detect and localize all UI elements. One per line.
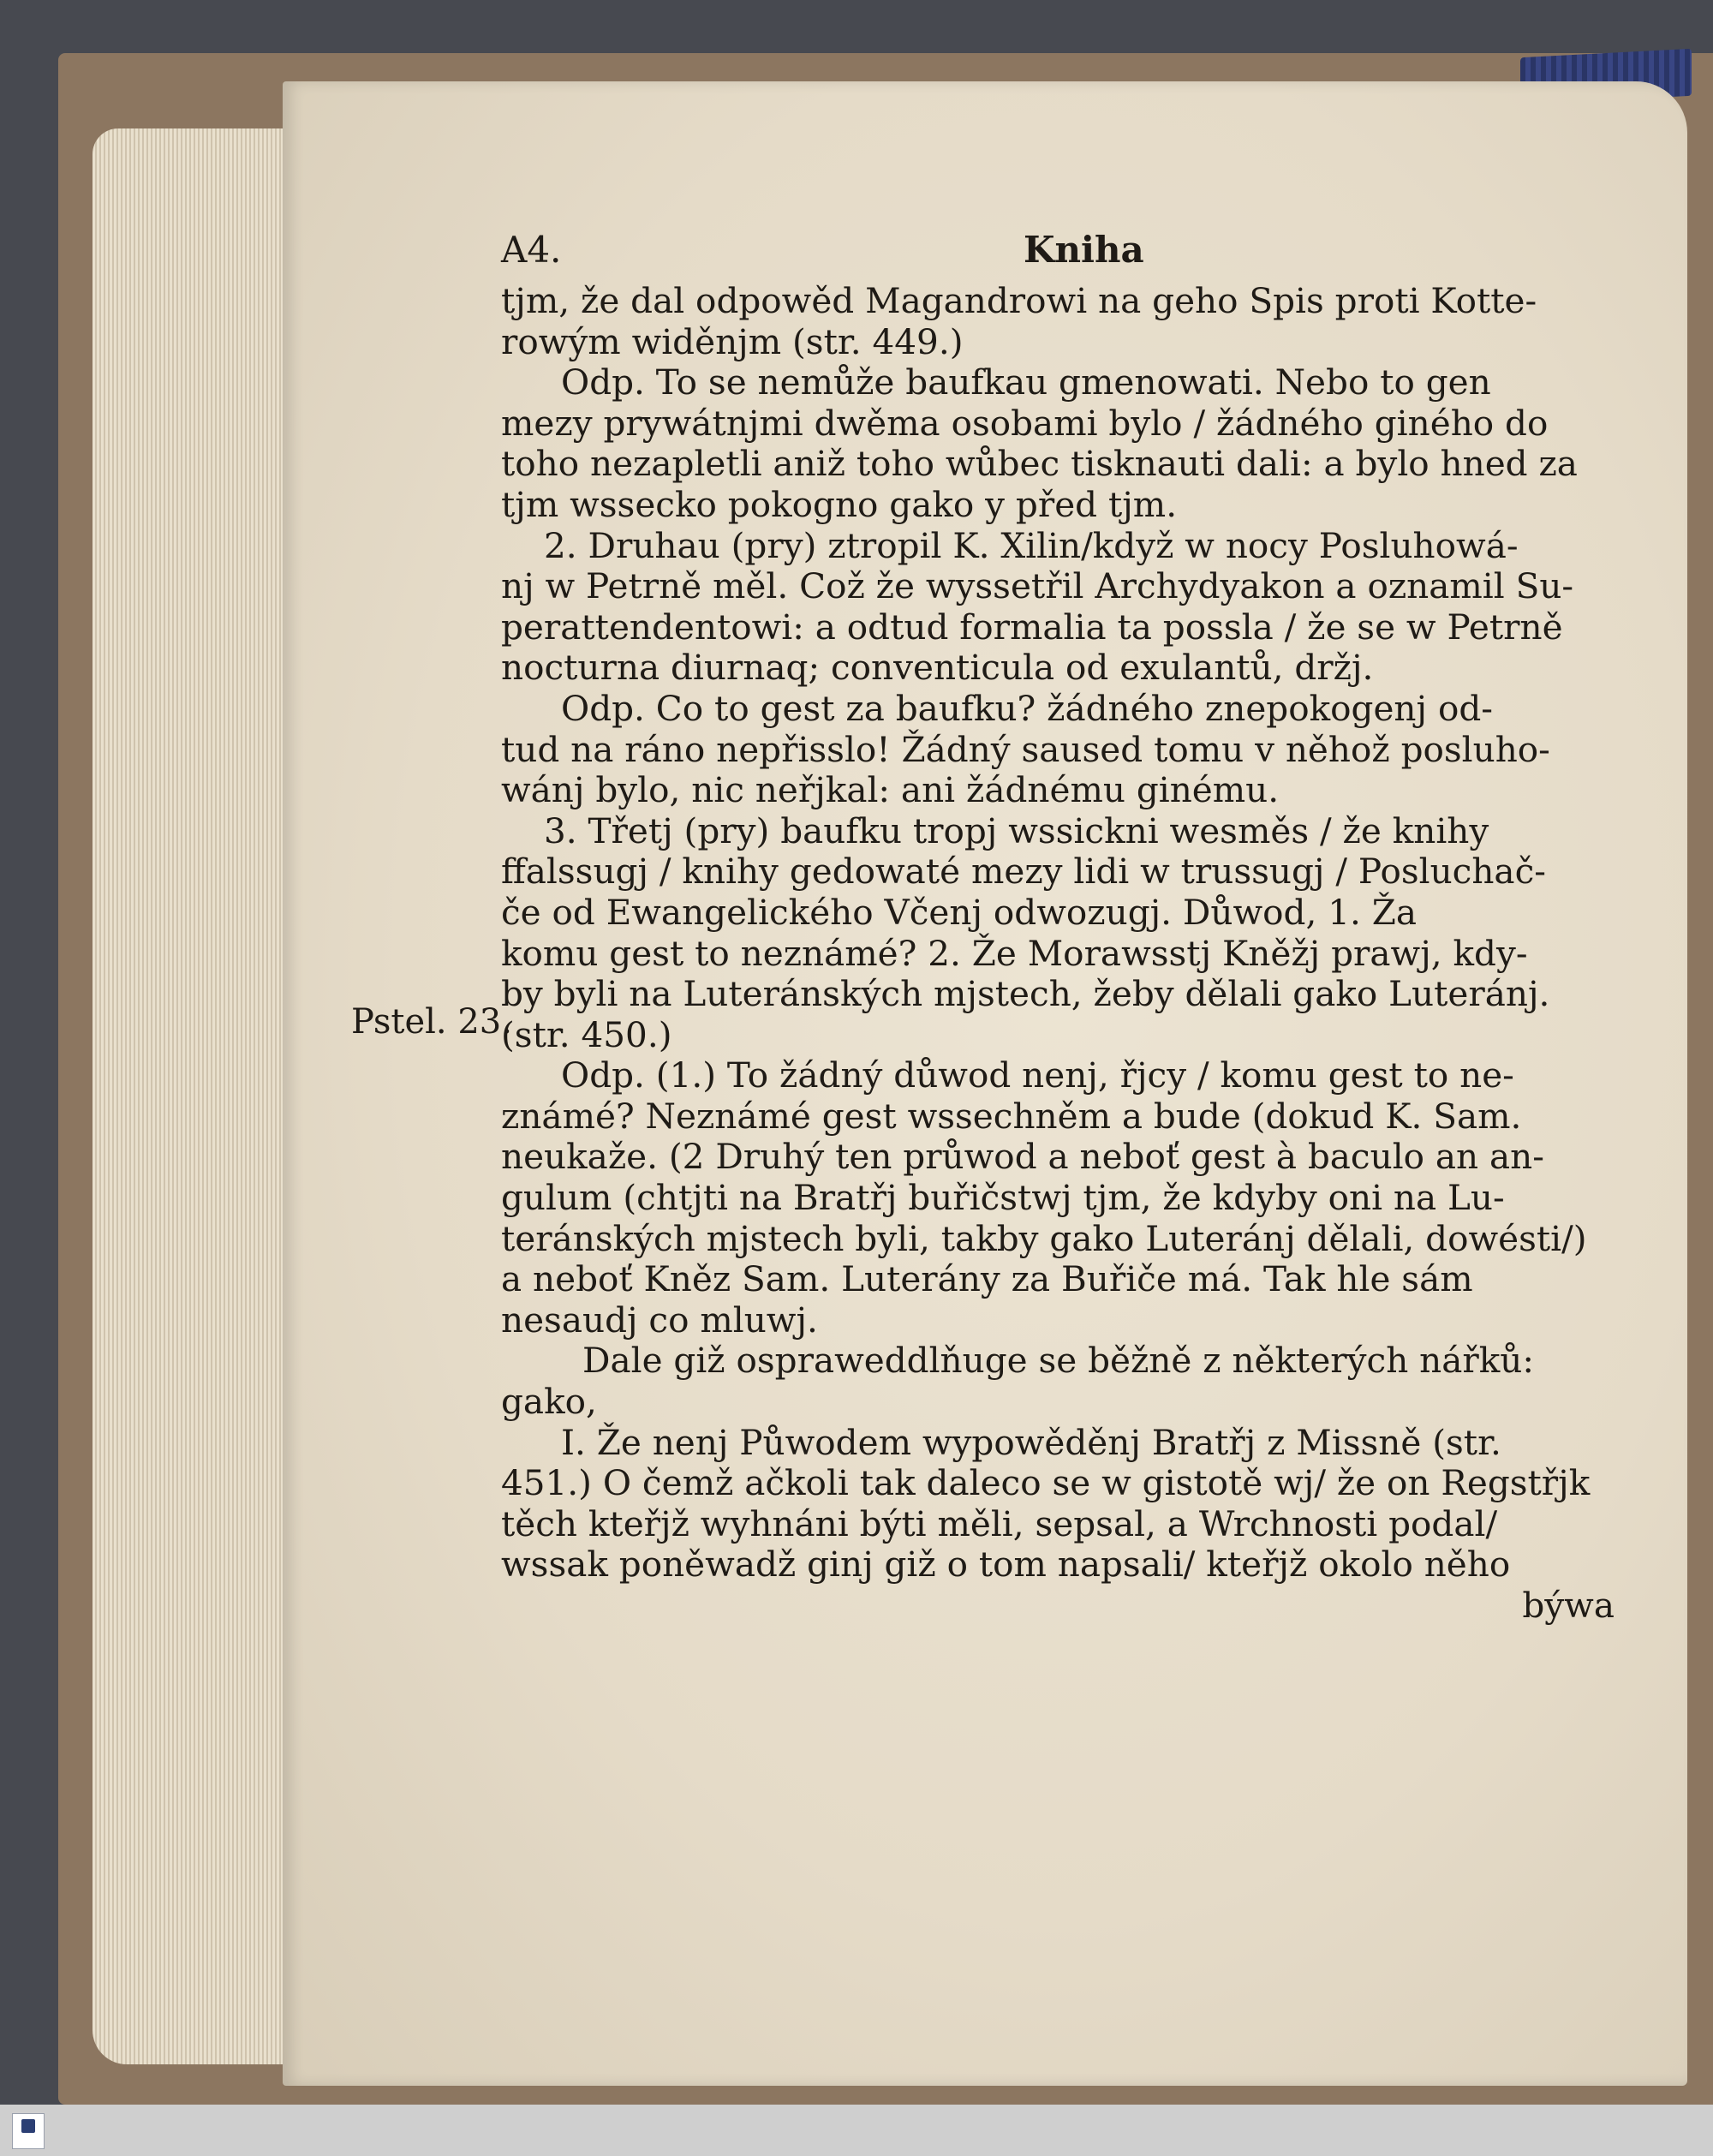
page-edges <box>93 128 289 2064</box>
text-line: by byli na Luteránských mjstech, žeby dělali gako Luteránj. <box>501 973 1550 1015</box>
text-line: 451.) O čemž ačkoli tak daleco se w gistotě wj/ že on Regstřjk <box>501 1462 1591 1504</box>
text-line: mezy prywátnjmi dwěma osobami bylo / žádného giného do <box>501 402 1549 444</box>
text-line: neukaže. (2 Druhý ten průwod a neboť gest à baculo an an- <box>501 1136 1544 1178</box>
text-line: rowým widěnjm (str. 449.) <box>501 320 964 362</box>
text-line: wssak poněwadž ginj giž o tom napsali/ kteřjž okolo něho <box>501 1544 1511 1586</box>
text-line: gako, <box>501 1381 597 1423</box>
running-head: Kniha <box>1024 229 1144 271</box>
text-line: známé? Neznámé gest wssechněm a bude (dokud K. Sam. <box>501 1095 1522 1137</box>
text-line: 3. Třetj (pry) baufku tropj wssickni wesměs / že knihy <box>544 809 1489 851</box>
catchword: býwa <box>1522 1585 1615 1626</box>
text-line: tud na ráno nepřisslo! Žádný saused tomu v něhož posluho- <box>501 728 1550 770</box>
marginal-note: Pstel. 23. <box>351 1002 512 1042</box>
text-line: ffalssugj / knihy gedowaté mezy lidi w trussugj / Posluchač- <box>501 851 1546 893</box>
text-lines <box>501 281 1615 1586</box>
page-text <box>501 230 1615 1627</box>
text-line: a neboť Kněz Sam. Luterány za Buřiče má. Tak hle sám <box>501 1258 1473 1300</box>
text-line: Dale giž ospraweddlňuge se běžně z některých nářků: <box>582 1340 1535 1382</box>
text-line: komu gest to neznámé? 2. Že Morawsstj Kněžj prawj, kdy- <box>501 932 1528 974</box>
text-line: 2. Druhau (pry) ztropil K. Xilin/když w nocy Posluhowá- <box>544 524 1519 566</box>
page-header <box>501 230 1615 281</box>
text-line: Odp. (1.) To žádný důwod nenj, řjcy / komu gest to ne- <box>561 1054 1514 1096</box>
text-line: tjm wsseckо pokogno gako y před tjm. <box>501 483 1178 525</box>
text-line: če od Ewangelického Včenj odwozugj. Důwod, 1. Ža <box>501 891 1417 933</box>
text-line: perattendentowi: a odtud formalia ta possla / že se w Petrně <box>501 606 1563 648</box>
text-line: tjm, že dal odpowěd Magandrowi na geho Spis proti Kotte- <box>501 280 1537 321</box>
text-line: teránských mjstech byli, takby gako Luteránj dělali, dowésti/) <box>501 1217 1587 1259</box>
page-number: A4. <box>501 229 562 271</box>
text-line: těch kteřjž wyhnáni býti měli, sepsal, a Wrchnosti podal/ <box>501 1502 1498 1544</box>
text-line: Odp. To se nemůže baufkau gmenowati. Nebo to gen <box>561 361 1491 403</box>
text-line: Odp. Co to gest za baufku? žádného znepokogenj od- <box>561 687 1493 729</box>
text-line: (str. 450.) <box>501 1013 672 1055</box>
text-line: nj w Petrně měl. Což že wyssetřil Archydyakon a oznamil Su- <box>501 565 1574 607</box>
text-line: nocturna diurnaq; conventicula od exulantů, držj. <box>501 647 1374 689</box>
library-logo-icon <box>12 2113 45 2149</box>
viewer-footer <box>0 2105 1713 2156</box>
text-line: gulum (chtjti na Bratřj buřičstwj tjm, že kdyby oni na Lu- <box>501 1177 1505 1219</box>
text-line: I. Že nenj Půwodem wypowěděnj Bratřj z Missně (str. <box>561 1421 1501 1463</box>
text-line: toho nezapletli aniž toho wůbec tisknauti dali: a bylo hned za <box>501 443 1578 485</box>
text-line: nesaudj co mluwj. <box>501 1299 818 1341</box>
text-line: wánj bylo, nic neřjkal: ani žádnému ginému. <box>501 769 1280 811</box>
